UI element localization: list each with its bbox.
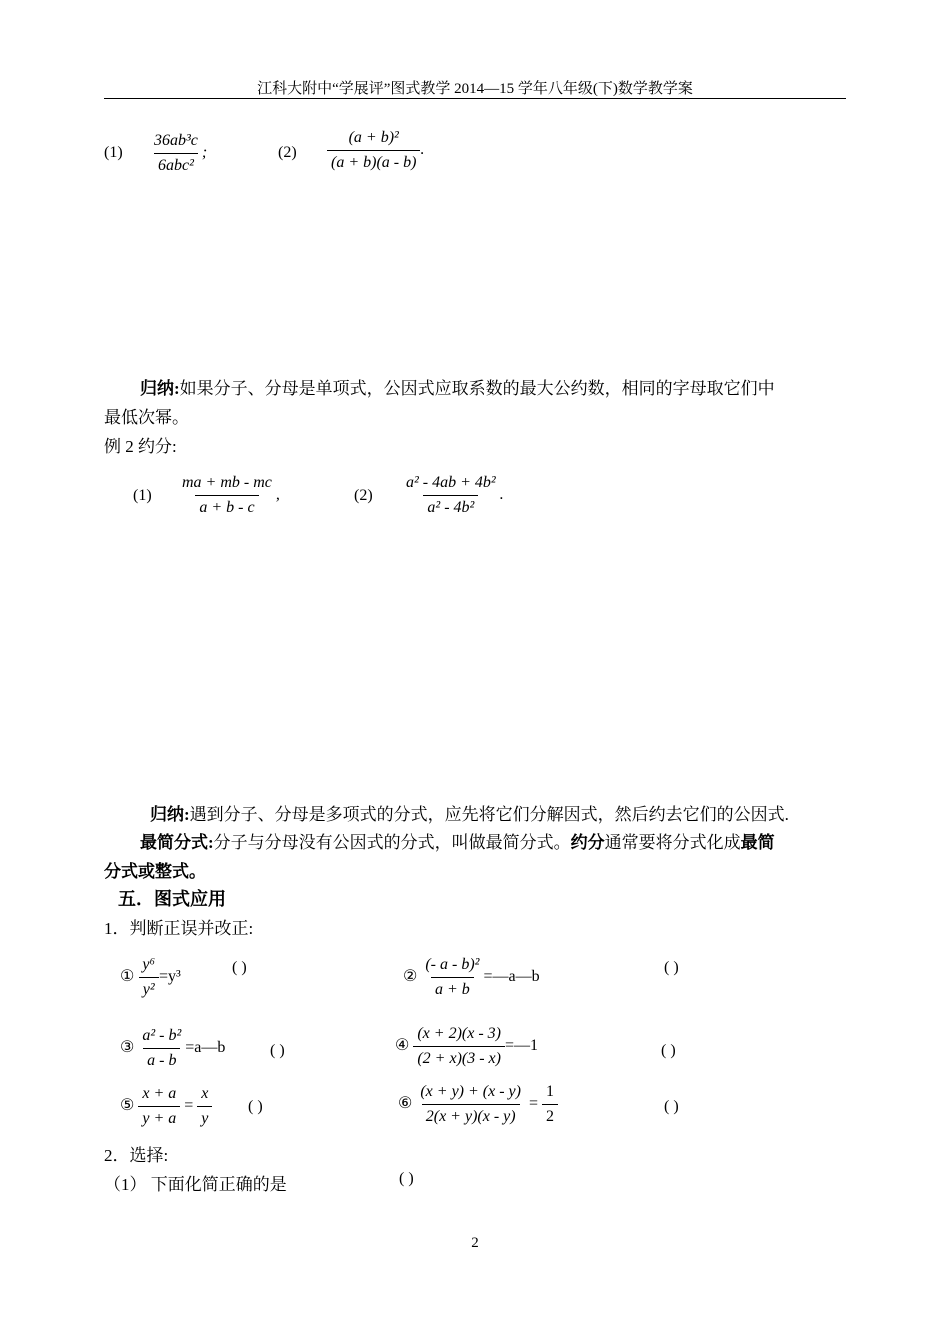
ex1-f2-tail: .	[420, 141, 425, 159]
q1-item-4-numerator: (x + 2)(x - 3)	[417, 1025, 501, 1042]
q1-item-1-numerator: y⁶	[142, 956, 156, 973]
q1-item-1-blank[interactable]: ( )	[232, 959, 247, 976]
q1-item-6-rhs-denominator: 2	[542, 1104, 558, 1126]
q1-item-6-denominator: 2(x + y)(x - y)	[422, 1104, 520, 1126]
summary-1-text: 如果分子、分母是单项式，公因式应取系数的最大公约数，相同的字母取它们中	[179, 379, 775, 398]
ex2-f2-denominator: a² - 4b²	[423, 495, 478, 517]
ex2-f2-numerator: a² - 4ab + 4b²	[406, 474, 496, 491]
simplest-line-2: 分式或整式。	[104, 862, 206, 881]
q1-item-5-numerator: x + a	[142, 1085, 177, 1102]
q1-item-5: ⑤ $\frac{x + a}{y + a}$ = $\frac{x}{y}$	[120, 1085, 212, 1128]
q1-item-6-rhs-numerator: 1	[546, 1083, 555, 1100]
q1-item-3-mark: ③	[120, 1039, 135, 1057]
ex1-fraction-1	[150, 132, 207, 175]
example-2-title: 例 2 约分:	[104, 437, 177, 456]
q1-item-1	[120, 956, 181, 999]
summary-2-line	[150, 800, 789, 825]
q1-item-1-mark: ①	[120, 968, 135, 986]
q1-item-4-denominator: (2 + x)(3 - x)	[413, 1046, 505, 1068]
q1-item-2-blank[interactable]: ( )	[664, 959, 679, 976]
ex1-f1-tail: ;	[201, 144, 208, 162]
simplest-reduce-term: 约分	[570, 833, 605, 852]
summary-1-label: 归纳:	[140, 379, 180, 398]
q2-sub-1: （1） 下面化简正确的是	[104, 1175, 287, 1194]
q1-item-6-numerator: (x + y) + (x - y)	[420, 1083, 521, 1100]
page-header: 江科大附中“学展评”图式教学 2014—15 学年八年级(下)数学教学案	[257, 81, 693, 97]
summary-1-line-2: 最低次幂。	[104, 408, 189, 427]
q1-item-3-rhs: =a—b	[185, 1039, 226, 1057]
simplest-term: 最简分式:	[140, 833, 214, 852]
q2-sub-1-blank[interactable]: ( )	[399, 1170, 414, 1187]
q1-item-5-denominator: y + a	[138, 1106, 180, 1128]
q1-item-2-mark: ②	[403, 968, 418, 986]
q1-item-6-blank[interactable]: ( )	[664, 1098, 679, 1115]
q1-item-1-denominator: y²	[139, 977, 159, 999]
header-rule	[104, 98, 846, 99]
q1-title: 1．判断正误并改正:	[104, 919, 254, 938]
q1-item-3-denominator: a - b	[143, 1048, 180, 1070]
q1-item-6: ⑥ $\frac{(x + y) + (x - y)}{2(x + y)(x - y)}$ = $\frac{1}{2}$	[398, 1083, 558, 1126]
ex1-f1-numerator: 36ab³c	[154, 132, 198, 149]
q1-item-2-denominator: a + b	[431, 977, 474, 999]
ex2-fraction-1	[178, 474, 280, 517]
q1-item-5-mark: ⑤	[120, 1097, 135, 1115]
summary-2-text: 遇到分子、分母是多项式的分式，应先将它们分解因式，然后约去它们的公因式.	[189, 805, 789, 824]
ex1-f2-numerator: (a + b)²	[348, 129, 399, 146]
q1-item-1-rhs: =y³	[159, 968, 181, 986]
ex2-f1-numerator: ma + mb - mc	[182, 474, 272, 491]
ex1-fraction-2	[327, 129, 424, 172]
simplest-bold-3: 最简	[740, 833, 775, 852]
q1-item-5-blank[interactable]: ( )	[248, 1098, 263, 1115]
ex2-f1-tail: ,	[275, 486, 280, 504]
q1-item-2	[403, 956, 540, 999]
q1-item-4-blank[interactable]: ( )	[661, 1042, 676, 1059]
simplest-definition: 分子与分母没有公因式的分式，叫做最简分式。	[213, 833, 571, 852]
simplest-text-2: 通常要将分式化成	[604, 833, 741, 852]
q1-item-3-blank[interactable]: ( )	[270, 1042, 285, 1059]
q1-item-2-numerator: (- a - b)²	[425, 956, 480, 973]
ex2-f2-tail: .	[499, 486, 504, 504]
ex1-f1-denominator: 6abc²	[154, 153, 198, 175]
q1-item-4-rhs: =—1	[504, 1037, 539, 1055]
summary-2-label: 归纳:	[150, 805, 190, 824]
page-number: 2	[471, 1235, 479, 1251]
q1-item-5-rhs-numerator: x	[201, 1085, 209, 1102]
q1-item-6-mark: ⑥	[398, 1095, 413, 1113]
q1-item-3-numerator: a² - b²	[142, 1027, 182, 1044]
ex1-label-2: (2)	[278, 144, 297, 161]
simplest-line-1	[140, 828, 775, 853]
ex2-f1-denominator: a + b - c	[195, 495, 258, 517]
q1-item-4-mark: ④	[395, 1037, 410, 1055]
q1-item-5-rhs-denominator: y	[197, 1106, 212, 1128]
section-5-title: 五．图式应用	[118, 889, 226, 910]
ex2-label-2: (2)	[354, 487, 373, 504]
q1-item-2-rhs: =—a—b	[483, 968, 540, 986]
q2-title: 2．选择:	[104, 1146, 169, 1165]
ex1-f2-denominator: (a + b)(a - b)	[327, 150, 420, 172]
q1-item-3	[120, 1027, 225, 1070]
ex2-fraction-2	[402, 474, 504, 517]
ex2-label-1: (1)	[133, 487, 152, 504]
ex1-label-1: (1)	[104, 144, 123, 161]
q1-item-4	[395, 1025, 538, 1068]
summary-1-line-1	[140, 374, 775, 399]
